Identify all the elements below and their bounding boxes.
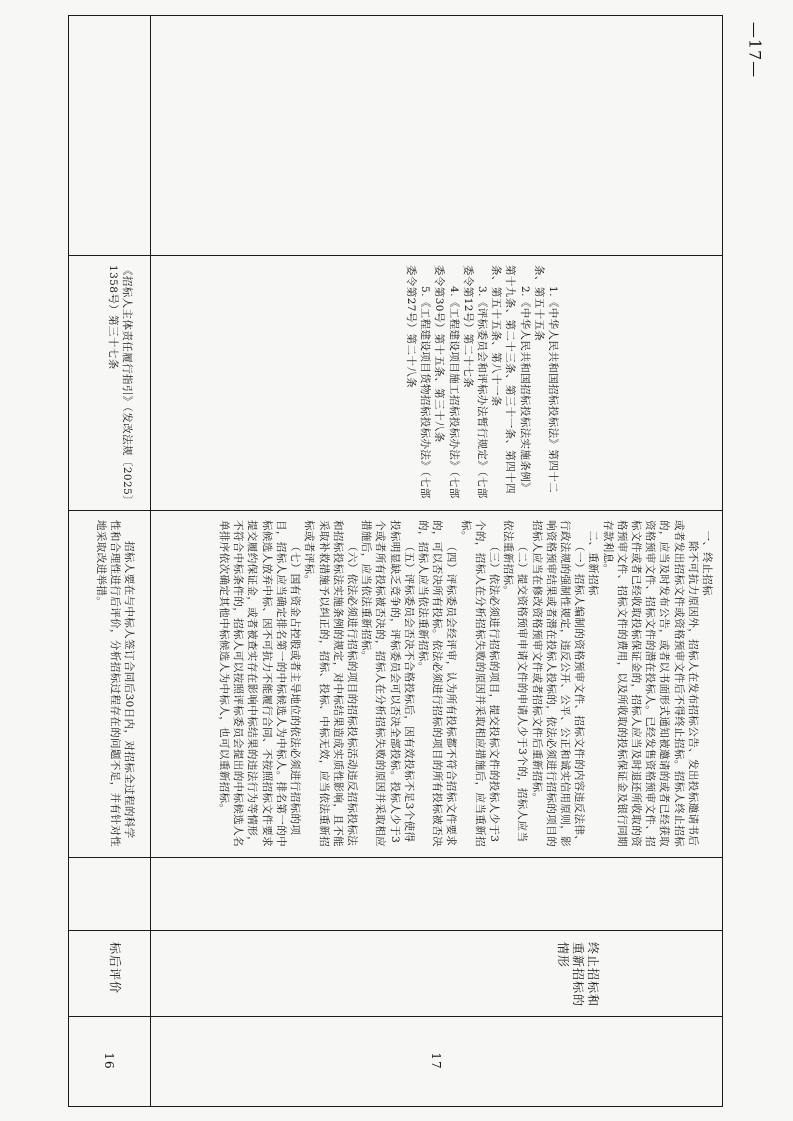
row16-item: 标后评价 xyxy=(108,942,122,995)
row17-content-p9: （六）依法必须进行招标的项目的招标投标活动违反招标投标法和招标投标法实施条例的规定，对中标结果造成实质性影响，且不能采取补救措施予以纠正的，招标、投标、中标无效，应当依法重新招标或者评标。 xyxy=(303,520,358,847)
row17-content-p2: 除不可抗力原因外，招标人在发布招标公告、发出投标邀请书后或者发出招标文件或资格预审文件后不得终止招标。招标人终止招标的，应当及时发布公告，或者以书面形式通知被邀请的或者已经获取资格预审文件、招标文件的潜在投标人。已经发售资格预审文件、招标文件或者已经收取投标保证金的，招标人应当及时退还所收取的资格预审文件、招标文件的费用，以及所收取的投标保证金及银行同期存款利息。 xyxy=(601,520,699,847)
row17-item-cell xyxy=(152,932,720,1014)
row17-basis-cell xyxy=(152,257,720,508)
row17-number: 17 xyxy=(429,1052,444,1070)
row17-item: 终止招标和重新招标的情形 xyxy=(556,942,600,1008)
column-divider-content-basis xyxy=(68,510,723,511)
row17-content-p8: （五）评标委员会否决不合格投标后，因有效投标不足3个使得投标明显缺乏竞争的，评标委员会可以否决全部投标。投标人少于3个或者所有投标被否决的，招标人在分析招标失败的原因并采取相应措施后，应当依法重新招标。 xyxy=(360,520,415,847)
row16-basis-cell xyxy=(70,257,148,508)
page-number: —17— xyxy=(745,21,765,79)
row16-basis-text: 《招标人主体责任履行指引》（发改法规〔2025〕1358号）第三十七条 xyxy=(106,265,133,501)
row17-content-p7: （四）评标委员会经评审，认为所有投标都不符合招标文件要求的，可以否决所有投标。依法必须进行招标的项目的所有投标被否决的，招标人应当依法重新招标。 xyxy=(416,520,458,847)
row16-remark-cell xyxy=(70,17,148,253)
row17-content-p6: （三）依法必须进行招标的项目，提交投标文件的投标人少于3个的，招标人在分析招标失败的原因并采取相应措施后，应当重新招标。 xyxy=(459,520,500,847)
row17-content-p4: （一）招标人编制的资格预审文件、招标文件的内容违反法律、行政法规的强制性规定，违反公开、公平、公正和诚实信用原则，影响资格预审结果或者潜在投标人投标的，依法必须进行招标的项目的招标人应当在修改资格预审文件或者招标文件后重新招标。 xyxy=(530,520,586,847)
column-divider-no-item xyxy=(68,930,723,931)
row17-content-p3: 二、重新招标 xyxy=(587,530,600,596)
row17-content-p1: 一、终止招标 xyxy=(701,530,713,596)
row16-number: 16 xyxy=(102,1052,117,1070)
row17-content-cell xyxy=(152,512,720,855)
row17-basis-3: 3.《评标委员会和评标办法暂行规定》（七部委令第12号）第二十七条 xyxy=(461,265,488,499)
row16-item-cell xyxy=(70,932,148,1014)
row16-number-cell xyxy=(70,1018,148,1104)
page-number-box xyxy=(725,0,785,100)
table-border-bottom xyxy=(68,1106,723,1107)
row16-content-text: 招标人要在与中标人签订合同后30日内，对招标全过程的科学性和合理性进行后评价，分析招标过程存在的问题不足，并有针对性地采取改进举措。 xyxy=(94,520,135,847)
row17-basis-1: 1.《中华人民共和国招标投标法》第四十二条、第五十五条 xyxy=(532,265,559,494)
row17-basis-2: 2.《中华人民共和国招标投标法实施条例》第十九条、第二十三条、第三十一条、第四十四条、第五十五条、第八十一条 xyxy=(490,265,531,494)
row17-basis-4: 4.《工程建设项目施工招标投标办法》（七部委令第30号）第十五条、第三十八条 xyxy=(433,265,460,499)
table-border-right xyxy=(722,15,723,1107)
row17-basis-5: 5.《工程建设项目货物招标投标办法》（七部委令第27号）第二十八条 xyxy=(404,265,432,499)
column-divider-item-content xyxy=(68,857,723,858)
row17-content-p5: （二）提交资格预审申请文件的申请人少于3个的，招标人应当依法重新招标。 xyxy=(502,520,529,843)
row-divider-16-17 xyxy=(68,1016,723,1017)
column-divider-basis-note xyxy=(68,255,723,256)
row16-content-cell xyxy=(70,512,148,855)
row-divider-17-next xyxy=(68,15,723,16)
row17-content-p10: （七）国有资金占控股或者主导地位的依法必须进行招标的项目，招标人应当确定排名第一的中标候选人为中标人。排名第一的中标候选人放弃中标、因不可抗力不能履行合同、不按照招标文件要求提交履约保证金，或者被查实存在影响中标结果的违法行为等情形，不符合中标条件的，招标人可以按照评标委员会提出的中标候选人名单排序依次确定其他中标候选人为中标人，也可以重新招标。 xyxy=(218,520,302,847)
row17-number-cell xyxy=(152,1018,720,1104)
row17-remark-cell xyxy=(152,17,720,253)
row16-right-edge xyxy=(150,15,151,1107)
table-border-left xyxy=(68,15,69,1107)
